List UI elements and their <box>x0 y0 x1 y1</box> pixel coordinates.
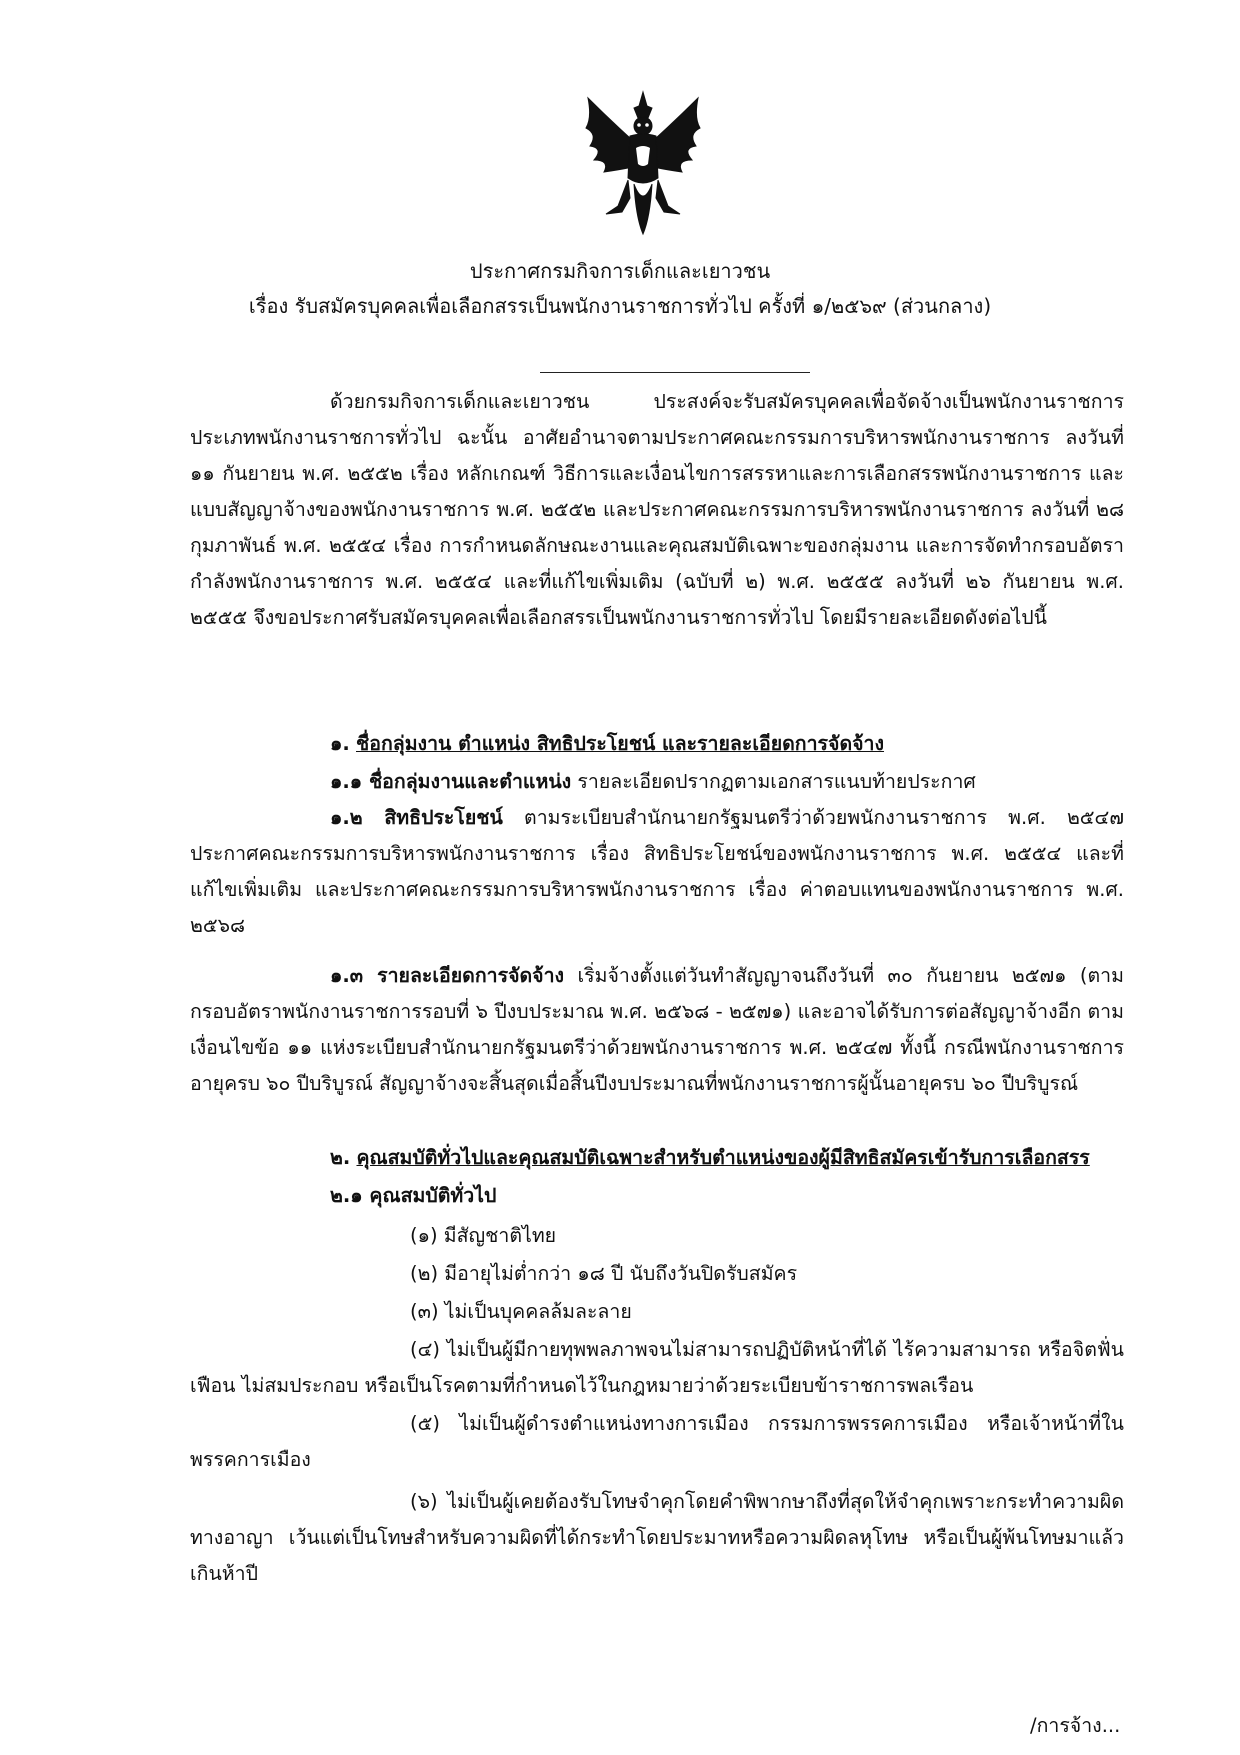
section-1-title: ชื่อกลุ่มงาน ตำแหน่ง สิทธิประโยชน์ และรายละเอียดการจัดจ้าง <box>356 732 885 755</box>
section-1-2 <box>190 800 1124 944</box>
announcement-subject: เรื่อง รับสมัครบุคคลเพื่อเลือกสรรเป็นพนักงานราชการทั่วไป ครั้งที่ ๑/๒๕๖๙ (ส่วนกลาง) <box>248 294 992 318</box>
section-1-1-label: ๑.๑ ชื่อกลุ่มงานและตำแหน่ง <box>330 770 572 793</box>
section-1-2-text: ตามระเบียบสำนักนายกรัฐมนตรีว่าด้วยพนักงานราชการ พ.ศ. ๒๕๔๗ ประกาศคณะกรรมการบริหารพนักงานราชการ เรื่อง สิทธิประโยชน์ของพนักงานราชการ พ.ศ. ๒๕๕๔ และที่แก้ไขเพิ่มเติม และประกาศคณะกรรมการบริหารพนักงานราชการ เรื่อง ค่าตอบแทนของพนักงานราชการ พ.ศ. ๒๕๖๘ <box>190 806 1124 937</box>
section-1-heading <box>330 726 884 762</box>
section-1-2-label: ๑.๒ สิทธิประโยชน์ <box>330 806 503 829</box>
announcement-title: ประกาศกรมกิจการเด็กและเยาวชน <box>469 259 771 283</box>
section-2-title: คุณสมบัติทั่วไปและคุณสมบัติเฉพาะสำหรับตำแหน่งของผู้มีสิทธิสมัครเข้ารับการเลือกสรร <box>356 1146 1090 1169</box>
section-1-number: ๑. <box>330 732 350 755</box>
qualification-item-5: (๕) ไม่เป็นผู้ดำรงตำแหน่งทางการเมือง กรรมการพรรคการเมือง หรือเจ้าหน้าที่ในพรรคการเมือง <box>190 1412 1124 1471</box>
qualification-item-6: (๖) ไม่เป็นผู้เคยต้องรับโทษจำคุกโดยคำพิพากษาถึงที่สุดให้จำคุกเพราะกระทำความผิดทางอาญา เว้นแต่เป็นโทษสำหรับความผิดที่ได้กระทำโดยประมาทหรือความผิดลหุโทษ หรือเป็นผู้พ้นโทษมาแล้วเกินห้าปี <box>190 1490 1124 1585</box>
section-2-heading <box>330 1140 1090 1176</box>
title-divider <box>540 372 810 373</box>
section-1-3-text: เริ่มจ้างตั้งแต่วันทำสัญญาจนถึงวันที่ ๓๐ กันยายน ๒๕๗๑ (ตามกรอบอัตราพนักงานราชการรอบที่ ๖ ปีงบประมาณ พ.ศ. ๒๕๖๘ - ๒๕๗๑) และอาจได้รับการต่อสัญญาจ้างอีก ตามเงื่อนไขข้อ ๑๑ แห่งระเบียบสำนักนายกรัฐมนตรีว่าด้วยพนักงานราชการ พ.ศ. ๒๕๔๗ ทั้งนี้ กรณีพนักงานราชการ อายุครบ ๖๐ ปีบริบูรณ์ สัญญาจ้างจะสิ้นสุดเมื่อสิ้นปีงบประมาณที่พนักงานราชการผู้นั้นอายุครบ ๖๐ ปีบริบูรณ์ <box>190 964 1124 1095</box>
qualification-item-3: (๓) ไม่เป็นบุคคลล้มละลาย <box>410 1300 632 1323</box>
qualification-item-2: (๒) มีอายุไม่ต่ำกว่า ๑๘ ปี นับถึงวันปิดรับสมัคร <box>410 1262 798 1285</box>
qualification-item-4: (๔) ไม่เป็นผู้มีกายทุพพลภาพจนไม่สามารถปฏิบัติหน้าที่ได้ ไร้ความสามารถ หรือจิตฟั่นเฟือน ไม่สมประกอบ หรือเป็นโรคตามที่กำหนดไว้ในกฎหมายว่าด้วยระเบียบข้าราชการพลเรือน <box>190 1338 1124 1397</box>
continued-footer: /การจ้าง... <box>1030 1714 1121 1737</box>
section-1-1 <box>330 764 976 800</box>
garuda-emblem-icon <box>578 88 708 238</box>
section-1-3 <box>190 958 1124 1102</box>
section-1-3-label: ๑.๓ รายละเอียดการจัดจ้าง <box>330 964 565 987</box>
section-1-1-text: รายละเอียดปรากฏตามเอกสารแนบท้ายประกาศ <box>571 770 976 793</box>
section-2-1-label: ๒.๑ คุณสมบัติทั่วไป <box>330 1184 497 1207</box>
intro-paragraph: ด้วยกรมกิจการเด็กและเยาวชน ประสงค์จะรับสมัครบุคคลเพื่อจัดจ้างเป็นพนักงานราชการประเภทพนักงานราชการทั่วไป ฉะนั้น อาศัยอำนาจตามประกาศคณะกรรมการบริหารพนักงานราชการ ลงวันที่ ๑๑ กันยายน พ.ศ. ๒๕๕๒ เรื่อง หลักเกณฑ์ วิธีการและเงื่อนไขการสรรหาและการเลือกสรรพนักงานราชการ และแบบสัญญาจ้างของพนักงานราชการ พ.ศ. ๒๕๕๒ และประกาศคณะกรรมการบริหารพนักงานราชการ ลงวันที่ ๒๘ กุมภาพันธ์ พ.ศ. ๒๕๕๔ เรื่อง การกำหนดลักษณะงานและคุณสมบัติเฉพาะของกลุ่มงาน และการจัดทำกรอบอัตรากำลังพนักงานราชการ พ.ศ. ๒๕๕๔ และที่แก้ไขเพิ่มเติม (ฉบับที่ ๒) พ.ศ. ๒๕๕๕ ลงวันที่ ๒๖ กันยายน พ.ศ. ๒๕๕๕ จึงขอประกาศรับสมัครบุคคลเพื่อเลือกสรรเป็นพนักงานราชการทั่วไป โดยมีรายละเอียดดังต่อไปนี้ <box>190 390 1124 629</box>
section-2-number: ๒. <box>330 1146 351 1169</box>
qualification-item-1: (๑) มีสัญชาติไทย <box>410 1224 557 1247</box>
